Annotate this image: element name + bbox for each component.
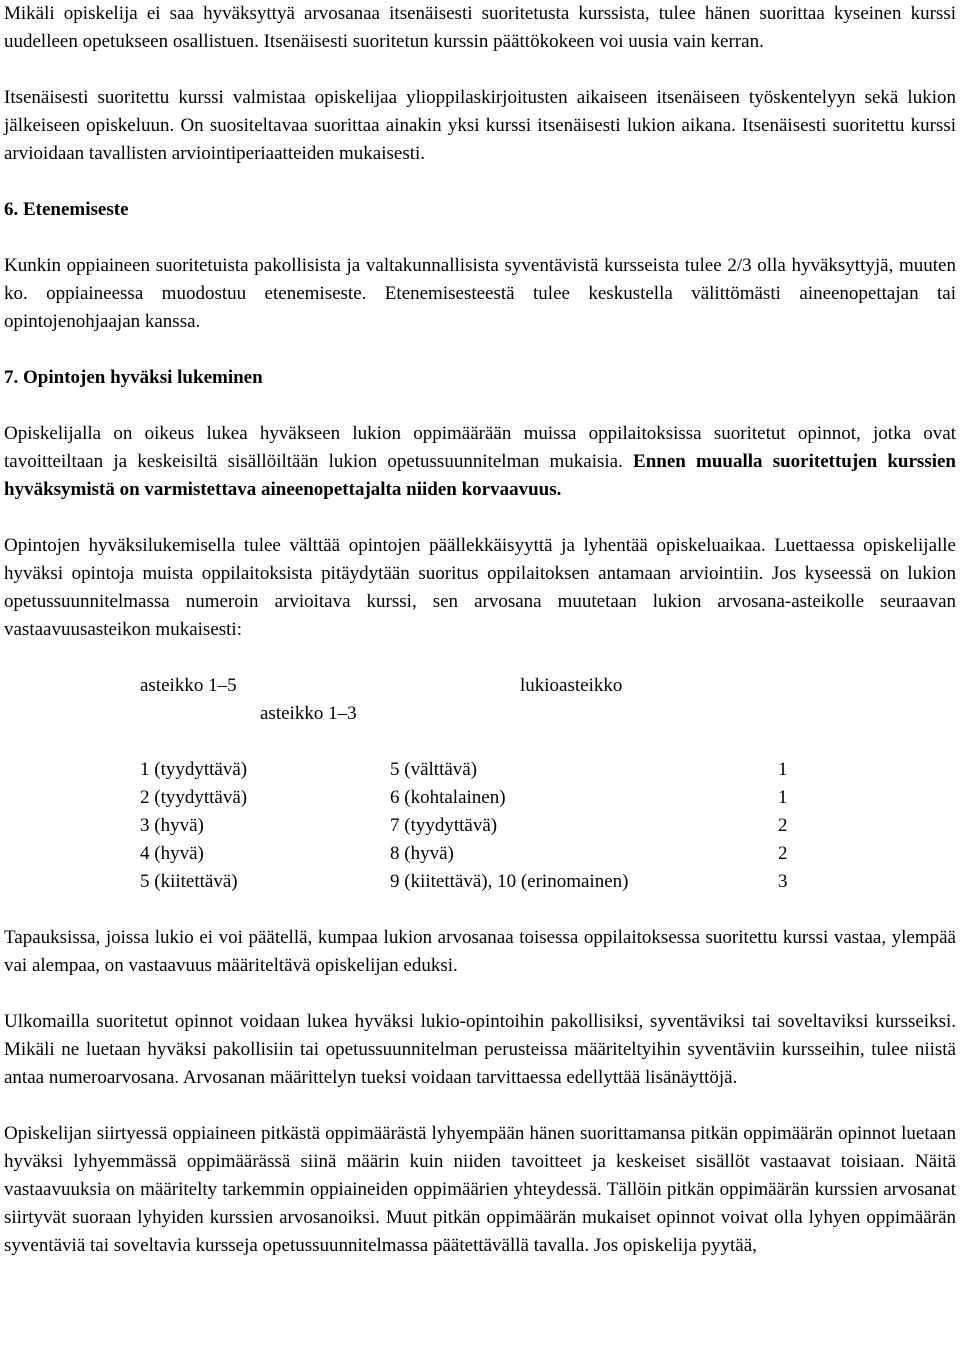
grade-cell-scale-1-3: 2 <box>778 815 788 836</box>
paragraph-syllabus-change: Opiskelijan siirtyessä oppiaineen pitkästä oppimäärästä lyhyempään hänen suorittamansa pitkän oppimäärän opinnot luetaan hyväksi lyhyemmässä oppimäärässä siinä määrin kuin niiden tavoitteet ja keskeiset sisällöt vastaavat toisiaan. Näitä vastaavuuksia on määritelty tarkemmin oppiaineiden oppimäärien yhteydessä. Tällöin pitkän oppimäärän kurssien arvosanat siirtyvät suoraan lyhyiden kurssien arvosanoiksi. Muut pitkän oppimäärän mukaiset opinnot voivat olla lyhyen oppimäärän syventäviä tai soveltavia kursseja opetussuunnitelmassa päätettävällä tavalla. Jos opiskelija pyytää, <box>4 1123 956 1256</box>
grade-cell-lukio: 6 (kohtalainen) <box>390 787 506 808</box>
grade-cell-scale-1-5: 5 (kiitettävä) <box>140 871 238 892</box>
paragraph-avoid-overlap: Opintojen hyväksilukemisella tulee välttää opintojen päällekkäisyyttä ja lyhentää opiskeluaikaa. Luettaessa opiskelijalle hyväksi opintoja muista oppilaitoksista pitäydytään suoritus oppilaitoksen antamaan arviointiin. Jos kyseessä on lukion opetussuunnitelmassa numeroin arvioitava kurssi, sen arvosana muutetaan lukion arvosana-asteikolle seuraavan vastaavuusasteikon mukaisesti: <box>4 535 956 640</box>
heading-etenemiseste: 6. Etenemiseste <box>4 199 129 220</box>
header-lukioasteikko: lukioasteikko <box>520 675 623 696</box>
grade-cell-scale-1-3: 2 <box>778 843 788 864</box>
grade-cell-scale-1-3: 3 <box>778 871 788 892</box>
grade-cell-lukio: 8 (hyvä) <box>390 843 454 864</box>
paragraph-right-to-credit-bold: Ennen muualla suoritettujen kurssien hyväksymistä on varmistettava aineenopettajalta niiden korvaavuus. <box>4 451 956 500</box>
table-row <box>4 784 956 812</box>
grade-cell-scale-1-5: 4 (hyvä) <box>140 843 204 864</box>
paragraph-etenemiseste: Kunkin oppiaineen suoritetuista pakollisista ja valtakunnallisista syventävistä kursseista tulee 2/3 olla hyväksyttyjä, muuten ko. oppiaineessa muodostuu etenemiseste. Etenemisesteestä tulee keskustella välittömästi aineenopettajan tai opintojenohjaajan kanssa. <box>4 255 956 332</box>
grade-table-header <box>4 672 956 728</box>
paragraph-retake: Mikäli opiskelija ei saa hyväksyttyä arvosanaa itsenäisesti suoritetusta kurssista, tulee hänen suorittaa kyseinen kurssi uudelleen opetukseen osallistuen. Itsenäisesti suoritetun kurssin päättökokeen voi uusia vain kerran. <box>4 3 956 52</box>
table-row <box>4 868 956 896</box>
grade-cell-scale-1-5: 1 (tyydyttävä) <box>140 759 248 780</box>
paragraph-foreign-studies: Ulkomailla suoritetut opinnot voidaan lukea hyväksi lukio-opintoihin pakollisiksi, syventäviksi tai soveltaviksi kursseiksi. Mikäli ne luetaan hyväksi pakollisiin tai opetussuunnitelman perusteissa määriteltyihin syventäviin kursseihin, tulee niistä antaa numeroarvosana. Arvosanan määrittelyn tueksi voidaan tarvittaessa edellyttää lisänäyttöjä. <box>4 1011 956 1088</box>
grade-cell-lukio: 9 (kiitettävä), 10 (erinomainen) <box>390 871 629 892</box>
document-page <box>4 0 956 1260</box>
grade-cell-scale-1-3: 1 <box>778 759 788 780</box>
paragraph-right-to-credit-text: Opiskelijalla on oikeus lukea hyväkseen lukion oppimäärään muissa oppilaitoksissa suoritetut opinnot, jotka ovat tavoitteiltaan ja keskeisiltä sisällöiltään lukion opetussuunnitelman mukaisia. <box>4 423 956 472</box>
header-scale-1-3: asteikko 1–3 <box>260 703 357 724</box>
heading-hyvaksi-lukeminen: 7. Opintojen hyväksi lukeminen <box>4 367 263 388</box>
table-row <box>4 840 956 868</box>
grade-cell-scale-1-3: 1 <box>778 787 788 808</box>
grade-table <box>4 756 956 896</box>
header-scale-1-5: asteikko 1–5 <box>140 675 237 696</box>
paragraph-right-to-credit <box>4 420 956 504</box>
grade-cell-lukio: 7 (tyydyttävä) <box>390 815 498 836</box>
paragraph-independent-course: Itsenäisesti suoritettu kurssi valmistaa opiskelijaa ylioppilaskirjoitusten aikaiseen itsenäiseen työskentelyyn sekä lukion jälkeiseen opiskeluun. On suositeltavaa suorittaa ainakin yksi kurssi itsenäisesti lukion aikana. Itsenäisesti suoritettu kurssi arvioidaan tavallisten arviointiperiaatteiden mukaisesti. <box>4 87 956 164</box>
grade-cell-scale-1-5: 2 (tyydyttävä) <box>140 787 248 808</box>
grade-cell-lukio: 5 (välttävä) <box>390 759 478 780</box>
paragraph-unclear-cases: Tapauksissa, joissa lukio ei voi päätellä, kumpaa lukion arvosanaa toisessa oppilaitoksessa suoritettu kurssi vastaa, ylempää vai alempaa, on vastaavuus määriteltävä opiskelijan eduksi. <box>4 927 956 976</box>
table-row <box>4 812 956 840</box>
grade-cell-scale-1-5: 3 (hyvä) <box>140 815 204 836</box>
table-row <box>4 756 956 784</box>
